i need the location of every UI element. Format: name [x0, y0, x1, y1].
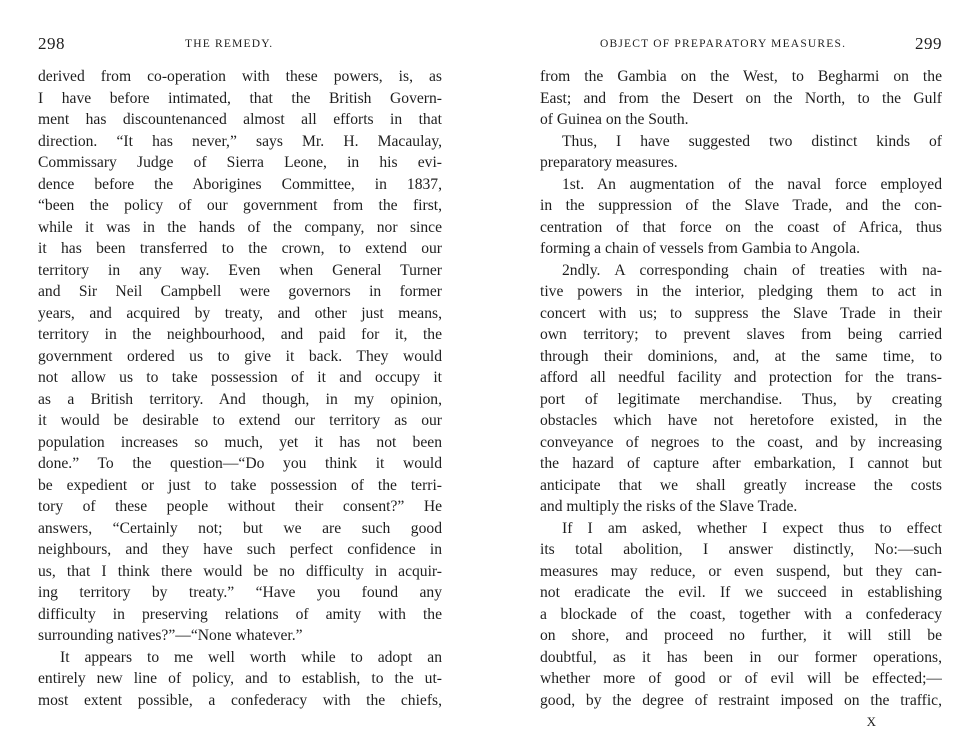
left-page [38, 0, 442, 753]
text-line: of Guinea on the South. [540, 111, 689, 128]
text-line: I have before intimated, that the British Govern- [38, 89, 442, 107]
text-line: be expedient or just to take possession of the terri- [38, 476, 442, 494]
text-line: it has been transferred to the crown, to extend our [38, 240, 442, 257]
left-page-body [38, 66, 442, 711]
text-line: Commissary Judge of Sierra Leone, in his evi- [38, 154, 442, 171]
text-line: doubtful, as it has been in our former operations, [540, 648, 942, 666]
text-line: from the Gambia on the West, to Begharmi on the [540, 68, 942, 85]
right-page-number: 299 [915, 34, 942, 53]
right-page-header [540, 34, 942, 56]
paragraph-start-line: Thus, I have suggested two distinct kinds of [562, 132, 942, 150]
text-line: not eradicate the evil. If we succeed in establishing [540, 584, 942, 601]
text-line: good, by the degree of restraint imposed on the traffic, [540, 691, 942, 709]
text-line: a blockade of the coast, together with a confederacy [540, 605, 942, 623]
paragraph-start-line: If I am asked, whether I expect thus to effect [562, 519, 942, 537]
text-line: whether more of good or of evil will be effected;— [540, 670, 942, 687]
text-line: answers, “Certainly not; but we are such good [38, 519, 442, 537]
text-line: most extent possible, a confederacy with the chiefs, [38, 691, 442, 709]
left-running-head: THE REMEDY. [185, 38, 274, 50]
text-line: forming a chain of vessels from Gambia to Angola. [540, 240, 861, 257]
text-line: concert with us; to suppress the Slave Trade in their [540, 304, 942, 322]
text-line: not allow us to take possession of it and occupy it [38, 369, 442, 386]
text-line: population increases so much, yet it has not been [38, 433, 442, 451]
text-line: ment has discountenanced almost all efforts in that [38, 111, 442, 128]
text-line: and Sir Neil Campbell were governors in former [38, 283, 442, 300]
text-line: East; and from the Desert on the North, to the Gulf [540, 89, 942, 107]
text-line: as a British territory. And though, in my opinion, [38, 390, 442, 408]
paragraph-start-line: It appears to me well worth while to adopt an [60, 648, 442, 666]
text-line: on shore, and proceed no further, it will still be [540, 627, 942, 644]
text-line: it would be desirable to extend our territory as our [38, 412, 442, 429]
text-line: neighbours, and they have such perfect confidence in [38, 541, 442, 558]
text-line: years, and acquired by treaty, and other just means, [38, 304, 442, 322]
text-line: through their dominions, and, at the same time, to [540, 347, 942, 365]
text-line: own territory; to prevent slaves from being carried [540, 326, 942, 343]
paragraph-start-line: 1st. An augmentation of the naval force employed [562, 175, 942, 193]
text-line: afford all needful facility and protection for the trans- [540, 369, 942, 386]
text-line: port of legitimate merchandise. Thus, by creating [540, 390, 942, 408]
left-page-number: 298 [38, 34, 65, 53]
text-line: ing territory by treaty.” “Have you found any [38, 584, 442, 601]
text-line: conveyance of negroes to the coast, and by increasing [540, 433, 942, 451]
right-running-head: OBJECT OF PREPARATORY MEASURES. [600, 38, 847, 50]
text-line: surrounding natives?”—“None whatever.” [38, 627, 303, 644]
text-line: preparatory measures. [540, 154, 678, 171]
text-line: direction. “It has never,” says Mr. H. Macaulay, [38, 132, 442, 150]
text-line: centration of that force on the coast of Africa, thus [540, 218, 942, 236]
text-line: entirely new line of policy, and to establish, to the ut- [38, 670, 442, 687]
text-line: and multiply the risks of the Slave Trade. [540, 498, 798, 515]
text-line: anticipate that we shall greatly increase the costs [540, 476, 942, 494]
text-line: in the suppression of the Slave Trade, and the con- [540, 197, 942, 214]
text-line: the hazard of capture after embarkation, I cannot but [540, 455, 942, 472]
right-page [540, 0, 942, 753]
text-line: us, that I think there would be no difficulty in acquir- [38, 562, 442, 580]
text-line: its total abolition, I answer distinctly, No:—such [540, 541, 942, 558]
text-line: territory in the neighbourhood, and paid for it, the [38, 326, 442, 343]
text-line: “been the policy of our government from the first, [38, 197, 442, 214]
right-page-body [540, 66, 942, 711]
text-line: done.” To the question—“Do you think it would [38, 455, 442, 472]
left-page-header [38, 34, 442, 56]
text-line: obstacles which have not heretofore existed, in the [540, 412, 942, 429]
text-line: territory in any way. Even when General Turner [38, 261, 442, 279]
text-line: derived from co-operation with these powers, is, as [38, 68, 442, 85]
text-line: while it was in the hands of the company, nor since [38, 218, 442, 236]
text-line: dence before the Aborigines Committee, in 1837, [38, 175, 442, 193]
paragraph-start-line: 2ndly. A corresponding chain of treaties with na- [562, 261, 942, 279]
text-line: tive powers in the interior, pledging them to act in [540, 283, 942, 300]
signature-mark: X [866, 714, 876, 729]
text-line: government ordered us to give it back. They would [38, 347, 442, 365]
text-line: measures may reduce, or even suspend, but they can- [540, 562, 942, 580]
text-line: tory of these people without their consent?” He [38, 498, 442, 515]
text-line: difficulty in preserving relations of amity with the [38, 605, 442, 623]
